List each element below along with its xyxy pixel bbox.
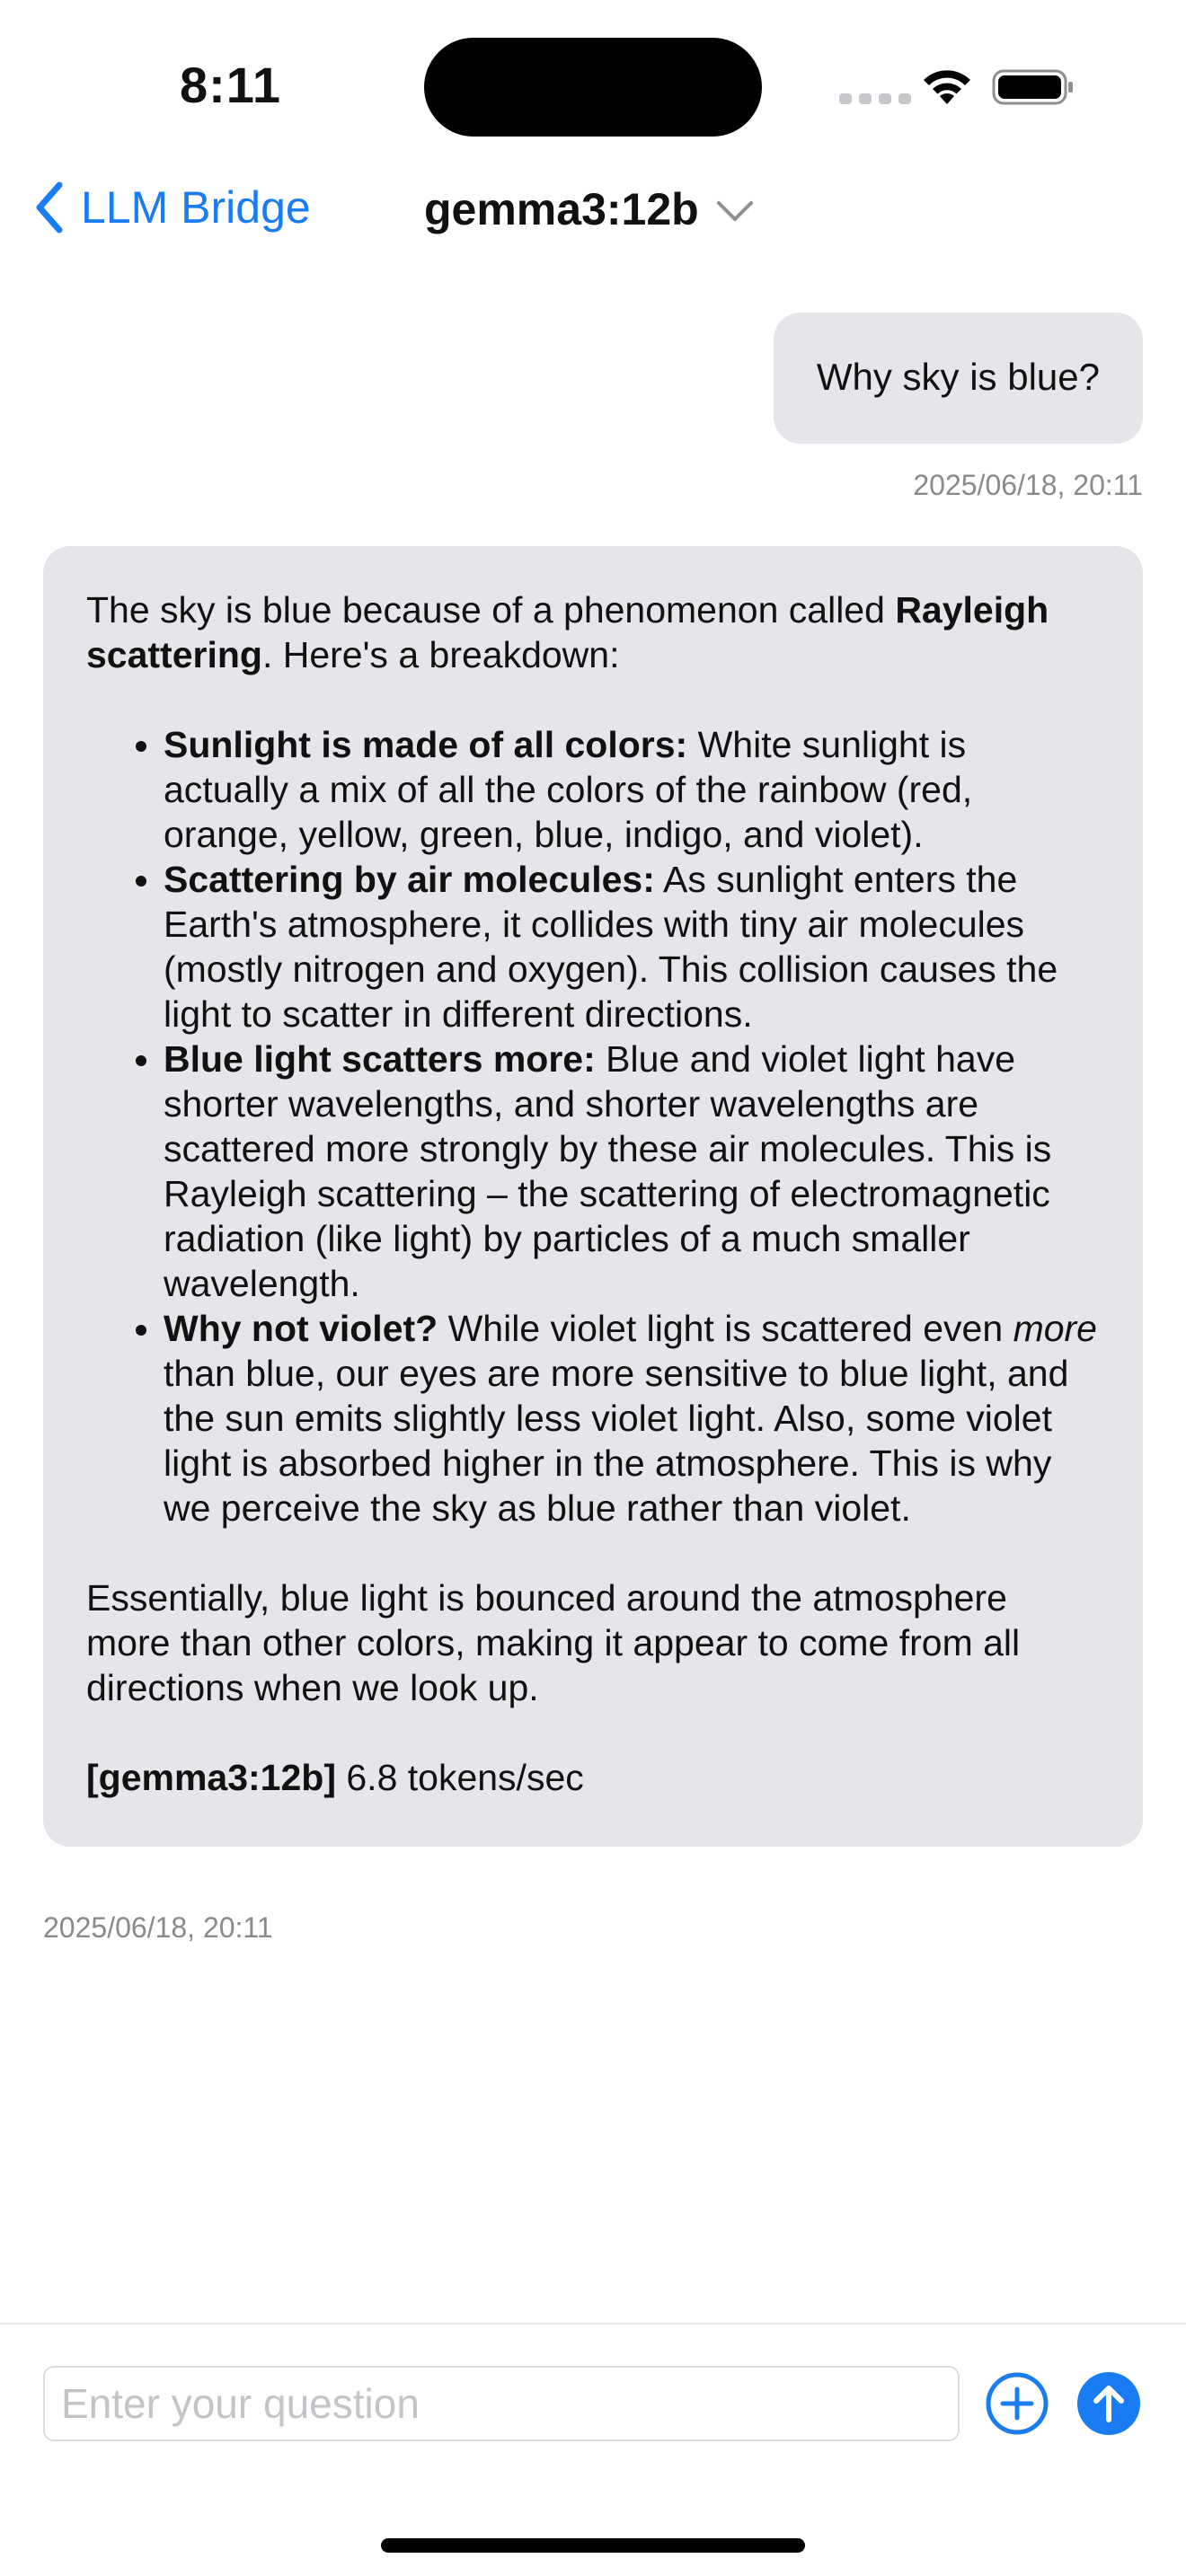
home-indicator bbox=[381, 2538, 805, 2553]
chevron-left-icon bbox=[32, 180, 65, 235]
list-item: • Why not violet? While violet light is scattered even more than blue, our eyes are more sensitive to blue light, and the sun emits slightly less violet light. Also, some violet light is absorbed higher in the atmosphere. This is why we perceive the sky as blue rather than violet. bbox=[164, 1306, 1100, 1531]
composer-divider bbox=[0, 2323, 1186, 2325]
status-time: 8:11 bbox=[180, 57, 281, 113]
model-title: gemma3:12b bbox=[424, 184, 699, 234]
cellular-signal-icon bbox=[839, 93, 911, 104]
assistant-message-bubble bbox=[43, 546, 1143, 1847]
model-selector[interactable] bbox=[424, 183, 755, 235]
arrow-up-circle-icon bbox=[1077, 2372, 1140, 2435]
back-button[interactable] bbox=[32, 180, 311, 235]
list-item: • Sunlight is made of all colors: White sunlight is actually a mix of all the colors of the rainbow (red, orange, yellow, green, blue, indigo, and violet). bbox=[164, 722, 1100, 857]
back-label: LLM Bridge bbox=[81, 182, 311, 233]
battery-icon bbox=[992, 68, 1075, 106]
add-button[interactable] bbox=[985, 2371, 1049, 2436]
assistant-summary: Essentially, blue light is bounced around the atmosphere more than other colors, making it appear to come from all directions when we look up. bbox=[86, 1577, 1021, 1708]
user-message-timestamp: 2025/06/18, 20:11 bbox=[913, 469, 1143, 501]
assistant-intro: The sky is blue because of a phenomenon called Rayleigh scattering. Here's a breakdown: bbox=[86, 589, 1049, 675]
user-message-text: Why sky is blue? bbox=[816, 356, 1100, 398]
list-item: • Scattering by air molecules: As sunlight enters the Earth's atmosphere, it collides with tiny air molecules (mostly nitrogen and oxygen). This collision causes the light to scatter in different directions. bbox=[164, 857, 1100, 1037]
plus-circle-icon bbox=[988, 2375, 1046, 2432]
assistant-message-timestamp: 2025/06/18, 20:11 bbox=[43, 1911, 273, 1944]
wifi-icon bbox=[920, 65, 974, 106]
list-item: • Blue light scatters more: Blue and violet light have shorter wavelengths, and shorter wavelengths are scattered more strongly by these air molecules. This is Rayleigh scattering – the scattering of electromagnetic radiation (like light) by particles of a much smaller wavelength. bbox=[164, 1037, 1100, 1306]
send-button[interactable] bbox=[1076, 2371, 1141, 2436]
assistant-bullet-list bbox=[86, 722, 1100, 1531]
dynamic-island bbox=[424, 38, 762, 137]
question-input[interactable] bbox=[43, 2366, 960, 2441]
tokens-stat: [gemma3:12b] 6.8 tokens/sec bbox=[86, 1757, 584, 1798]
chevron-down-icon bbox=[715, 198, 755, 225]
user-message-bubble bbox=[774, 313, 1143, 444]
